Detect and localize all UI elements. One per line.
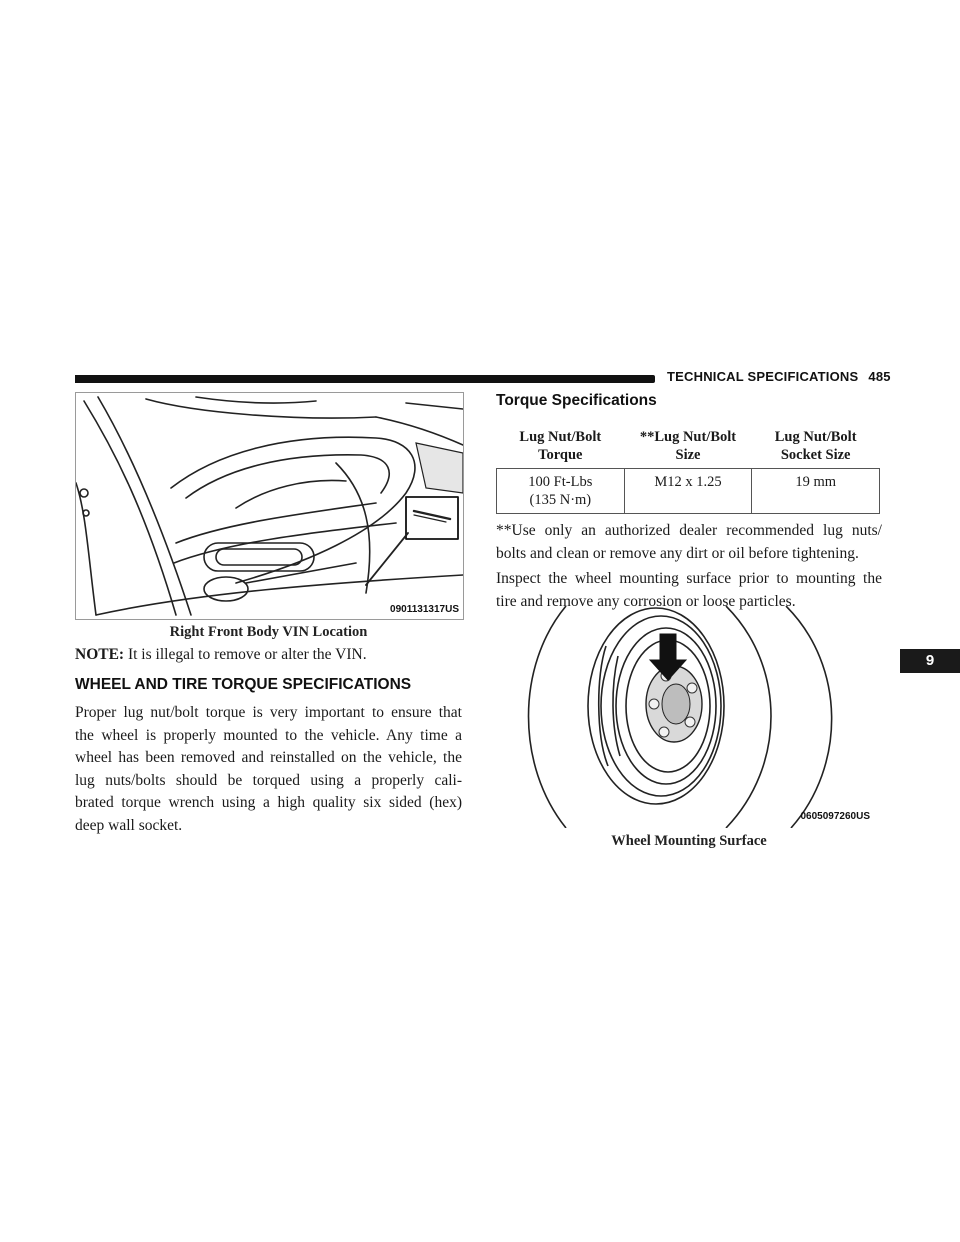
table-header-row — [497, 424, 880, 469]
page-header — [667, 369, 891, 384]
figure-caption: Right Front Body VIN Location — [169, 624, 368, 640]
paragraph-line: deep wall socket. — [75, 816, 183, 834]
table-header — [752, 424, 880, 469]
header-line: Size — [675, 447, 701, 463]
table-cell — [624, 469, 752, 514]
figure-caption: Wheel Mounting Surface — [611, 833, 767, 849]
vin-note — [75, 646, 367, 664]
paragraph-line: bolts and clean or remove any dirt or oil before tightening. — [496, 544, 859, 562]
figure-code: 0901131317US — [390, 604, 459, 615]
table-row — [497, 469, 880, 514]
header-line: Socket Size — [780, 447, 851, 463]
wheel-paragraph — [75, 702, 462, 837]
table-cell — [497, 469, 625, 514]
paragraph-line: Proper lug nut/bolt torque is very important to ensure that — [75, 704, 462, 721]
cell-line: (135 N·m) — [529, 492, 592, 508]
chapter-tab: 9 — [900, 649, 960, 673]
paragraph-line: lug nuts/bolts should be torqued using a properly cali- — [75, 771, 462, 789]
header-line: **Lug Nut/Bolt — [639, 429, 737, 445]
table-header — [497, 424, 625, 469]
page-number: 485 — [868, 369, 891, 384]
cell-line: 19 mm — [795, 474, 836, 490]
header-rule — [75, 375, 655, 383]
paragraph-line: tire and remove any corrosion or loose particles. — [496, 592, 796, 610]
section-heading: WHEEL AND TIRE TORQUE SPECIFICATIONS — [75, 676, 412, 693]
note-label: NOTE: — [75, 646, 125, 663]
paragraph-line: **Use only an authorized dealer recommended lug nuts/ — [496, 522, 882, 539]
seat-illustration — [76, 393, 463, 619]
table-header — [624, 424, 752, 469]
vin-location-figure — [75, 392, 464, 620]
wheel-figure — [496, 606, 882, 828]
cell-line: 100 Ft-Lbs — [528, 474, 593, 490]
torque-table-wrap — [496, 424, 880, 514]
footnote-paragraph — [496, 520, 882, 565]
cell-line: M12 x 1.25 — [654, 474, 722, 490]
paragraph-line: Inspect the wheel mounting surface prior to mounting the — [496, 570, 882, 587]
header-line: Torque — [538, 447, 583, 463]
subsection-heading: Torque Specifications — [496, 392, 657, 409]
figure-code: 0605097260US — [800, 811, 870, 822]
note-text: It is illegal to remove or alter the VIN. — [127, 646, 367, 663]
torque-table — [496, 424, 880, 514]
header-line: Lug Nut/Bolt — [519, 429, 602, 445]
paragraph-line: wheel has been removed and reinstalled on the vehicle, the — [75, 749, 462, 766]
paragraph-line: brated torque wrench using a high quality six sided (hex) — [75, 794, 462, 811]
section-title: TECHNICAL SPECIFICATIONS — [667, 369, 859, 384]
wheel-illustration — [496, 606, 882, 828]
header-line: Lug Nut/Bolt — [774, 429, 857, 445]
paragraph-line: the wheel is properly mounted to the vehicle. Any time a — [75, 726, 462, 744]
table-cell — [752, 469, 880, 514]
